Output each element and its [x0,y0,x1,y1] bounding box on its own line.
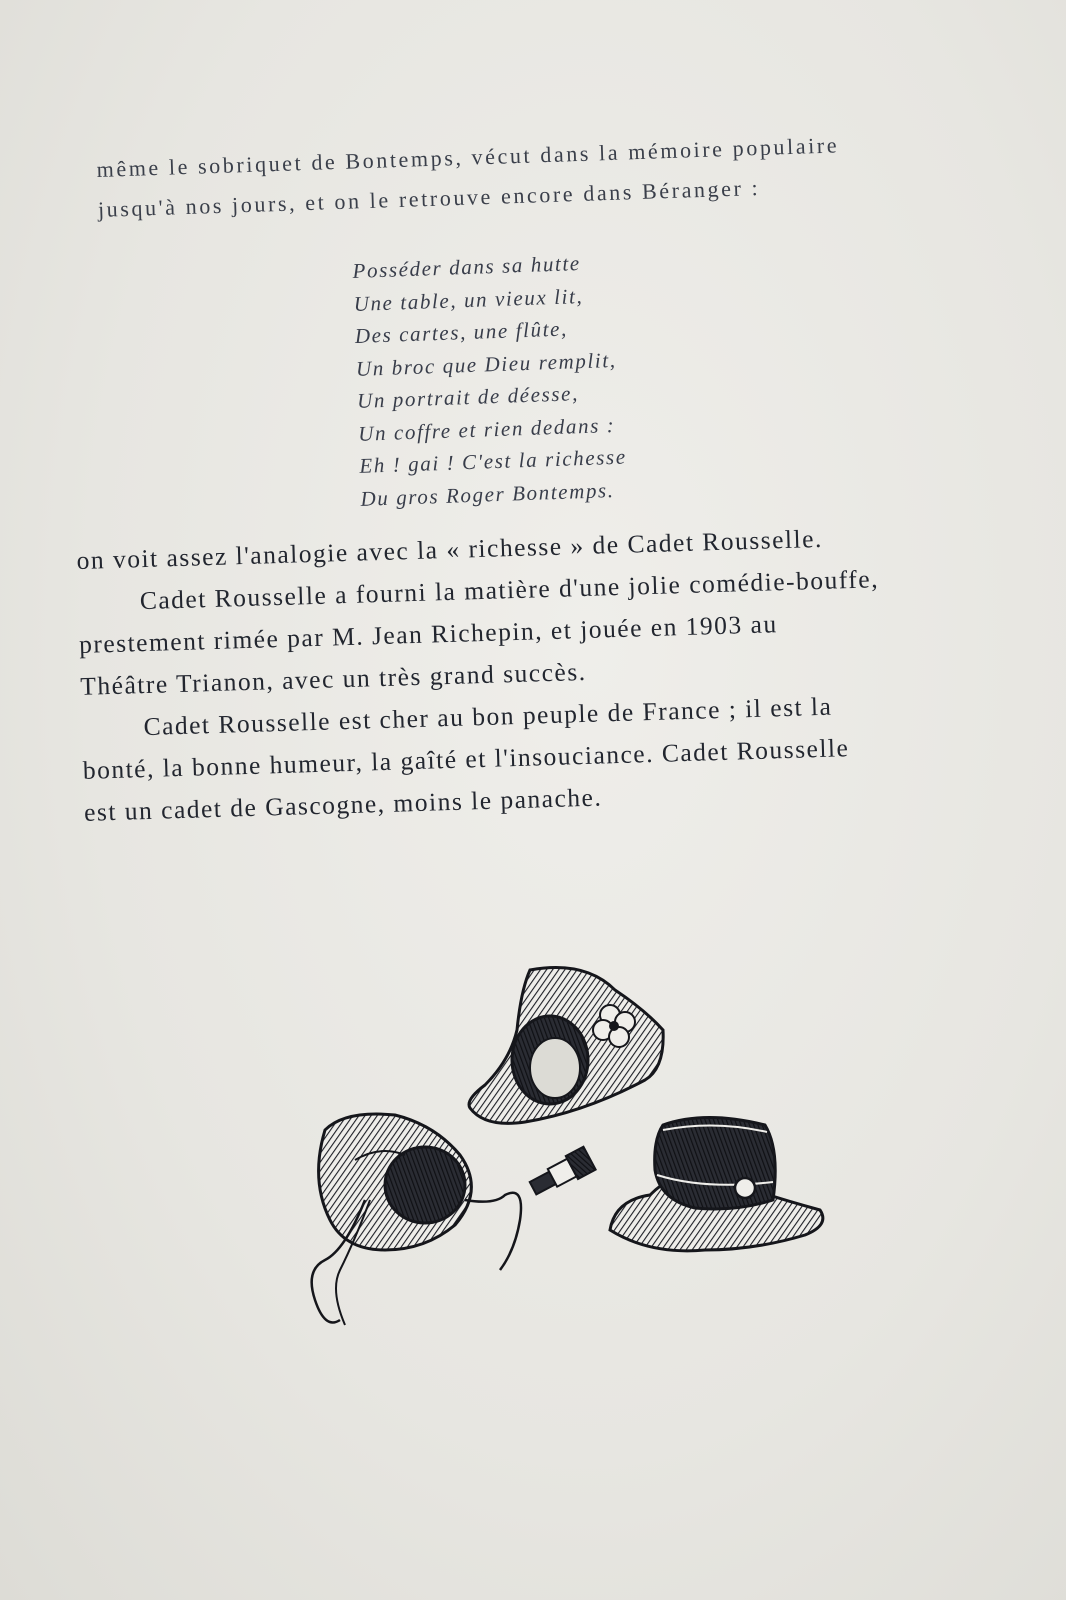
text-line: bonté, la bonne humeur, la gaîté et l'insouciance. Cadet Rousselle [82,733,850,785]
text-line: même le sobriquet de Bontemps, vécut dans la mémoire populaire [96,132,840,182]
text-line: on voit assez l'analogie avec la « richesse » de Cadet Rousselle. [76,523,824,575]
text-line: est un cadet de Gascogne, moins le panache. [83,782,603,827]
verse-line: Posséder dans sa hutte [352,251,582,283]
verse-line: Un portrait de déesse, [356,381,580,413]
verse-line: Des cartes, une flûte, [354,316,569,348]
top-hat-icon [610,1118,823,1251]
text-line: Théâtre Trianon, avec un très grand succès. [79,656,587,701]
verse-line: Du gros Roger Bontemps. [360,477,615,511]
verse-quotation [352,243,701,515]
text-line: prestement rimée par M. Jean Richepin, et jouée en 1903 au [78,609,779,659]
hats-illustration [285,950,845,1350]
spyglass-icon [527,1147,596,1200]
verse-line: Un coffre et rien dedans : [357,412,616,446]
verse-line: Eh ! gai ! C'est la richesse [358,444,628,478]
text-line: Cadet Rousselle a fourni la matière d'une jolie comédie-bouffe, [139,564,880,616]
body-paragraphs [76,511,1066,834]
verse-line: Une table, un vieux lit, [353,283,584,316]
bonnet-icon [312,1114,521,1325]
text-line: jusqu'à nos jours, et on le retrouve encore dans Béranger : [97,175,761,222]
tricorne-hat-icon [469,968,663,1124]
opening-paragraph [96,121,978,230]
verse-line: Un broc que Dieu remplit, [355,347,617,381]
text-line: Cadet Rousselle est cher au bon peuple de France ; il est la [143,691,833,742]
